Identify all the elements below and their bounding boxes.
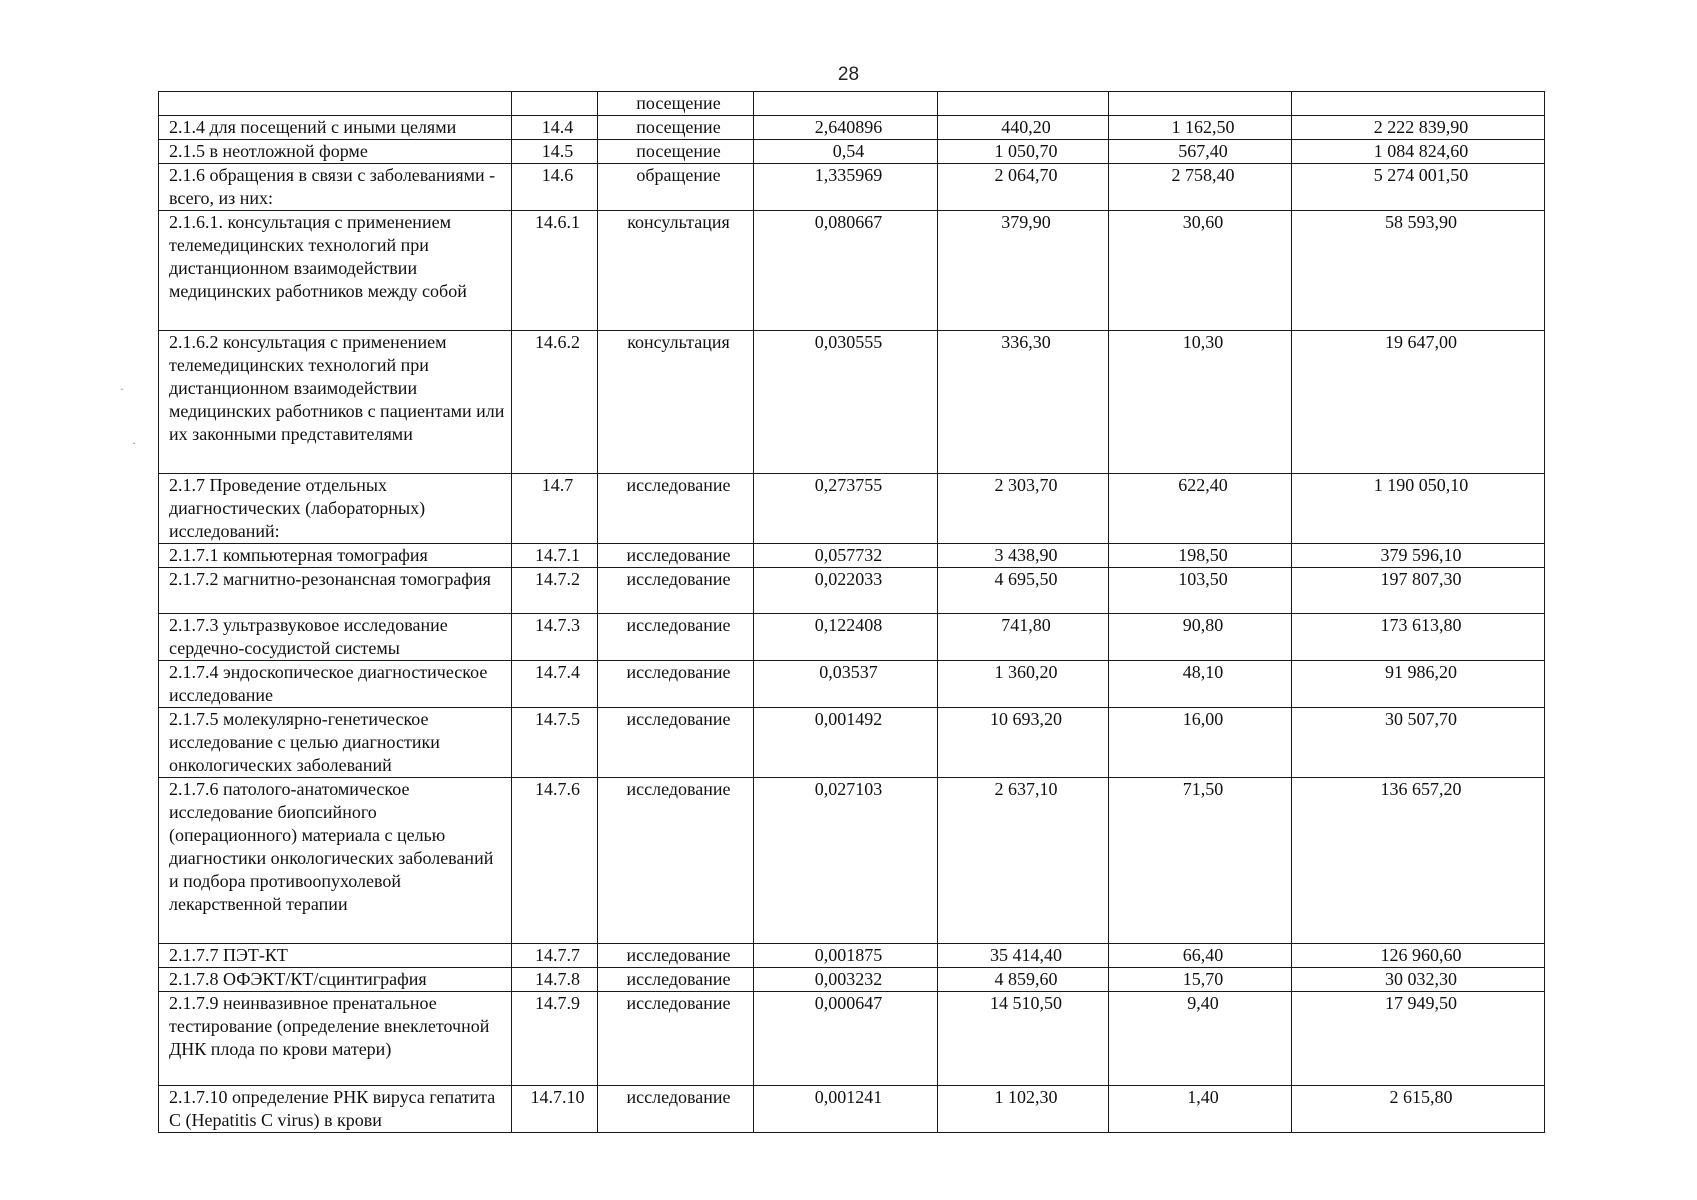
cell-code: 14.7.5 [512,708,598,778]
cell-per-capita: 567,40 [1109,140,1292,164]
table-row [159,140,1545,164]
cell-total: 197 807,30 [1292,568,1545,614]
cell-code: 14.7.2 [512,568,598,614]
cell-cost: 2 303,70 [938,474,1109,544]
cell-code: 14.7.3 [512,614,598,661]
cell-per-capita: 71,50 [1109,778,1292,944]
table-row [159,661,1545,708]
cell-total: 1 190 050,10 [1292,474,1545,544]
cell-code [512,92,598,116]
cell-unit: исследование [598,944,754,968]
cell-per-capita: 48,10 [1109,661,1292,708]
cell-unit: консультация [598,331,754,474]
cell-norm: 2,640896 [754,116,938,140]
table-row [159,968,1545,992]
table-row [159,944,1545,968]
cell-unit: исследование [598,708,754,778]
cell-name [159,92,512,116]
cell-unit: посещение [598,116,754,140]
cell-per-capita: 103,50 [1109,568,1292,614]
cell-norm: 0,001492 [754,708,938,778]
cell-code: 14.7.1 [512,544,598,568]
cell-cost: 379,90 [938,211,1109,331]
cell-cost: 2 637,10 [938,778,1109,944]
table-row [159,92,1545,116]
cell-name: 2.1.5 в неотложной форме [159,140,512,164]
cell-name: 2.1.7.5 молекулярно-генетическое исследование с целью диагностики онкологических заболеваний [159,708,512,778]
cell-per-capita: 10,30 [1109,331,1292,474]
cell-total: 126 960,60 [1292,944,1545,968]
cell-name: 2.1.7.1 компьютерная томография [159,544,512,568]
cell-norm: 0,001241 [754,1086,938,1133]
table-row [159,778,1545,944]
table-row [159,116,1545,140]
cell-norm: 0,057732 [754,544,938,568]
cell-norm: 0,030555 [754,331,938,474]
cell-unit: исследование [598,992,754,1086]
cell-name: 2.1.6 обращения в связи с заболеваниями - всего, из них: [159,164,512,211]
table-row [159,331,1545,474]
cell-norm: 0,003232 [754,968,938,992]
cell-cost: 2 064,70 [938,164,1109,211]
cell-per-capita: 16,00 [1109,708,1292,778]
cell-name: 2.1.7.6 патолого-анатомическое исследование биопсийного (операционного) материала с целью диагностики онкологических заболеваний и подбора противоопухолевой лекарственной терапии [159,778,512,944]
table-row [159,708,1545,778]
cell-name: 2.1.7.3 ультразвуковое исследование сердечно-сосудистой системы [159,614,512,661]
cell-per-capita: 622,40 [1109,474,1292,544]
cell-cost: 4 859,60 [938,968,1109,992]
cell-total: 2 615,80 [1292,1086,1545,1133]
cell-code: 14.7.6 [512,778,598,944]
cell-norm: 1,335969 [754,164,938,211]
cell-total: 30 507,70 [1292,708,1545,778]
scan-speck: · [132,436,136,450]
cell-name: 2.1.7.4 эндоскопическое диагностическое исследование [159,661,512,708]
cell-unit: исследование [598,544,754,568]
cell-code: 14.4 [512,116,598,140]
cell-code: 14.6.2 [512,331,598,474]
cell-cost: 10 693,20 [938,708,1109,778]
cell-norm: 0,080667 [754,211,938,331]
cell-per-capita: 9,40 [1109,992,1292,1086]
cell-norm [754,92,938,116]
table-row [159,614,1545,661]
cell-cost: 336,30 [938,331,1109,474]
cell-per-capita: 2 758,40 [1109,164,1292,211]
cell-code: 14.7.7 [512,944,598,968]
cell-code: 14.5 [512,140,598,164]
cell-unit: консультация [598,211,754,331]
cell-norm: 0,273755 [754,474,938,544]
cell-cost: 35 414,40 [938,944,1109,968]
cell-norm: 0,122408 [754,614,938,661]
cell-code: 14.7.10 [512,1086,598,1133]
cell-unit: обращение [598,164,754,211]
cell-name: 2.1.6.2 консультация с применением телемедицинских технологий при дистанционном взаимодействии медицинских работников с пациентами или их законными представителями [159,331,512,474]
cell-cost: 4 695,50 [938,568,1109,614]
table-row [159,568,1545,614]
cell-cost [938,92,1109,116]
cell-unit: исследование [598,778,754,944]
cell-total: 58 593,90 [1292,211,1545,331]
cell-unit: исследование [598,474,754,544]
cell-total: 30 032,30 [1292,968,1545,992]
cell-total: 19 647,00 [1292,331,1545,474]
table-row [159,474,1545,544]
table-row [159,992,1545,1086]
cell-unit: исследование [598,568,754,614]
cell-total: 91 986,20 [1292,661,1545,708]
cell-total: 136 657,20 [1292,778,1545,944]
cell-cost: 1 360,20 [938,661,1109,708]
cell-total: 17 949,50 [1292,992,1545,1086]
cell-unit: исследование [598,661,754,708]
cell-name: 2.1.7.9 неинвазивное пренатальное тестирование (определение внеклеточной ДНК плода по крови матери) [159,992,512,1086]
cell-total: 2 222 839,90 [1292,116,1545,140]
cell-unit: исследование [598,968,754,992]
cell-name: 2.1.7.10 определение РНК вируса гепатита С (Hepatitis C virus) в крови [159,1086,512,1133]
cell-code: 14.6.1 [512,211,598,331]
cell-norm: 0,000647 [754,992,938,1086]
cell-per-capita: 198,50 [1109,544,1292,568]
table-row [159,1086,1545,1133]
table-row [159,164,1545,211]
table-body [159,92,1545,1133]
table-row [159,211,1545,331]
cell-code: 14.7.4 [512,661,598,708]
page-number: 28 [837,64,860,85]
cell-per-capita: 90,80 [1109,614,1292,661]
cell-unit: посещение [598,140,754,164]
cell-cost: 1 050,70 [938,140,1109,164]
cell-cost: 3 438,90 [938,544,1109,568]
tariff-table [158,91,1545,1133]
table-row [159,544,1545,568]
cell-norm: 0,54 [754,140,938,164]
cell-total: 379 596,10 [1292,544,1545,568]
cell-code: 14.7 [512,474,598,544]
cell-norm: 0,027103 [754,778,938,944]
cell-code: 14.7.8 [512,968,598,992]
cell-total [1292,92,1545,116]
cell-cost: 741,80 [938,614,1109,661]
cell-unit: посещение [598,92,754,116]
cell-per-capita: 1 162,50 [1109,116,1292,140]
cell-total: 5 274 001,50 [1292,164,1545,211]
cell-code: 14.6 [512,164,598,211]
cell-unit: исследование [598,1086,754,1133]
cell-per-capita: 66,40 [1109,944,1292,968]
scan-speck: · [120,382,124,396]
cell-name: 2.1.7.8 ОФЭКТ/КТ/сцинтиграфия [159,968,512,992]
cell-per-capita [1109,92,1292,116]
cell-name: 2.1.6.1. консультация с применением телемедицинских технологий при дистанционном взаимодействии медицинских работников между собой [159,211,512,331]
cell-cost: 14 510,50 [938,992,1109,1086]
cell-name: 2.1.7 Проведение отдельных диагностических (лабораторных) исследований: [159,474,512,544]
cell-per-capita: 1,40 [1109,1086,1292,1133]
cell-name: 2.1.7.2 магнитно-резонансная томография [159,568,512,614]
cell-per-capita: 30,60 [1109,211,1292,331]
cell-per-capita: 15,70 [1109,968,1292,992]
cell-norm: 0,022033 [754,568,938,614]
cell-cost: 1 102,30 [938,1086,1109,1133]
cell-name: 2.1.7.7 ПЭТ-КТ [159,944,512,968]
cell-unit: исследование [598,614,754,661]
cell-total: 1 084 824,60 [1292,140,1545,164]
cell-norm: 0,001875 [754,944,938,968]
cell-name: 2.1.4 для посещений с иными целями [159,116,512,140]
cell-cost: 440,20 [938,116,1109,140]
cell-norm: 0,03537 [754,661,938,708]
cell-code: 14.7.9 [512,992,598,1086]
cell-total: 173 613,80 [1292,614,1545,661]
